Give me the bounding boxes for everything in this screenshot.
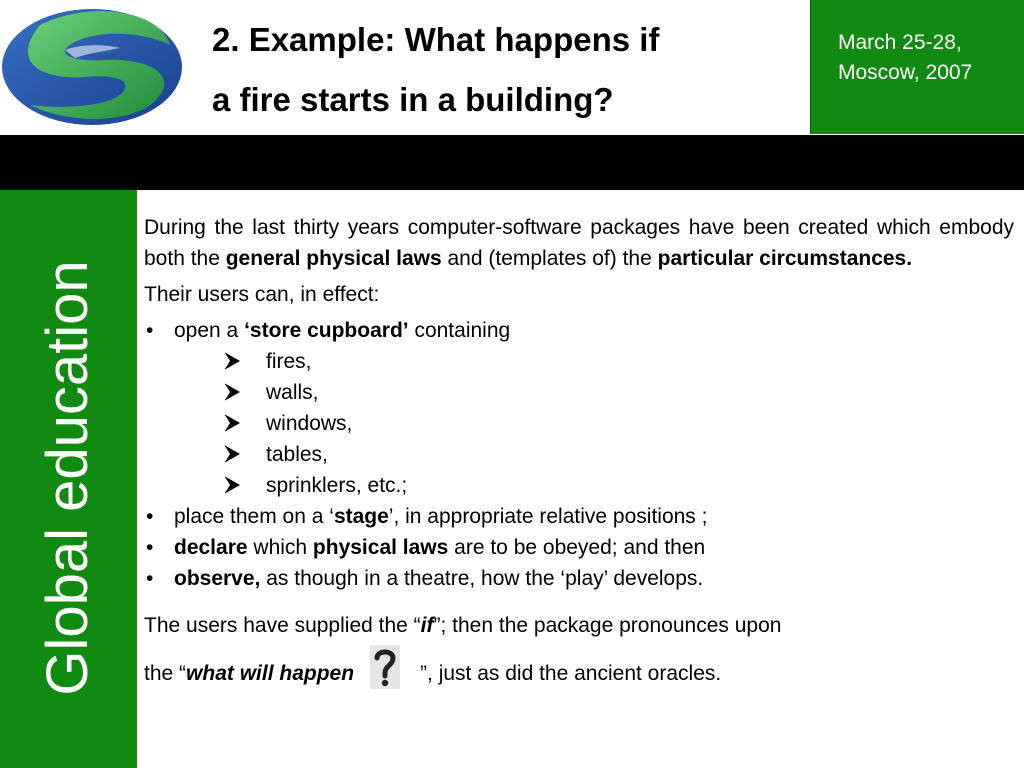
arrowhead-bullet-icon (224, 414, 240, 432)
sub-item-label: windows, (266, 412, 353, 435)
closing-2-text: the “ (144, 662, 187, 685)
bullet-2-text-2: ’, in appropriate relative positions ; (388, 505, 708, 528)
sub-list-item (224, 470, 1014, 501)
bullet-icon: • (146, 567, 154, 590)
sub-list (174, 346, 1014, 501)
bullet-1-bold: ‘store cupboard’ (244, 319, 409, 342)
closing-1-bold-italic: if (420, 614, 434, 637)
bullet-list (144, 315, 1014, 594)
bullet-3-text-2: are to be obeyed; and then (448, 536, 706, 559)
title-line-2: a fire starts in a building? (212, 81, 614, 118)
sub-list-item (224, 439, 1014, 470)
intro-bold-2: particular circumstances. (657, 247, 913, 270)
closing-2-bold-italic: what will happen (186, 662, 355, 685)
bullet-3-bold: declare (174, 536, 248, 559)
slide-body (144, 212, 1014, 689)
sub-item-label: walls, (266, 381, 319, 404)
sub-list-item (224, 377, 1014, 408)
bullet-1-text-2: containing (408, 319, 511, 342)
bullet-4-bold: observe, (174, 567, 261, 590)
bullet-3-bold-2: physical laws (312, 536, 449, 559)
closing-1-text-2: ”; then the package pronounces upon (433, 614, 782, 637)
arrowhead-bullet-icon (224, 383, 240, 401)
users-paragraph: Their users can, in effect: (144, 283, 380, 306)
list-item (144, 501, 1014, 532)
bullet-icon: • (146, 536, 154, 559)
sub-list-item (224, 408, 1014, 439)
list-item (144, 315, 1014, 501)
closing-1-text: The users have supplied the “ (144, 614, 421, 637)
list-item (144, 563, 1014, 594)
sub-item-label: sprinklers, etc.; (266, 474, 408, 497)
list-item (144, 532, 1014, 563)
intro-bold-1: general physical laws (225, 247, 442, 270)
bullet-icon: • (146, 319, 154, 342)
arrowhead-bullet-icon (224, 445, 240, 463)
sidebar-label: Global education (35, 260, 100, 696)
closing-line-2 (144, 658, 1014, 689)
intro-text-1: During the last thirty years computer-software packages have been created which embody both the (144, 216, 1014, 270)
bullet-1-text: open a (174, 319, 245, 342)
bullet-icon: • (146, 505, 154, 528)
date-line-2: Moscow, 2007 (838, 61, 973, 84)
closing-2-text-2: ”, just as did the ancient oracles. (420, 662, 722, 685)
sub-list-item (224, 346, 1014, 377)
bullet-2-bold: stage (333, 505, 389, 528)
sub-item-label: tables, (266, 443, 328, 466)
bullet-2-text: place them on a ‘ (174, 505, 334, 528)
date-line-1: March 25-28, (838, 31, 962, 54)
header-divider-bar (0, 135, 1024, 190)
bullet-3-text: which (247, 536, 313, 559)
arrowhead-bullet-icon (224, 352, 240, 370)
title-line-1: 2. Example: What happens if (212, 21, 660, 58)
question-mark-icon (370, 645, 400, 689)
closing-line-1 (144, 610, 1014, 641)
intro-paragraph (144, 212, 1014, 274)
arrowhead-bullet-icon (224, 476, 240, 494)
date-box (810, 0, 1024, 134)
logo (0, 0, 185, 135)
page-title (212, 10, 802, 130)
swirl-logo-icon (0, 0, 185, 135)
intro-text-2: and (templates of) the (441, 247, 658, 270)
bullet-4-text: as though in a theatre, how the ‘play’ develops. (260, 567, 704, 590)
sub-item-label: fires, (266, 350, 312, 373)
